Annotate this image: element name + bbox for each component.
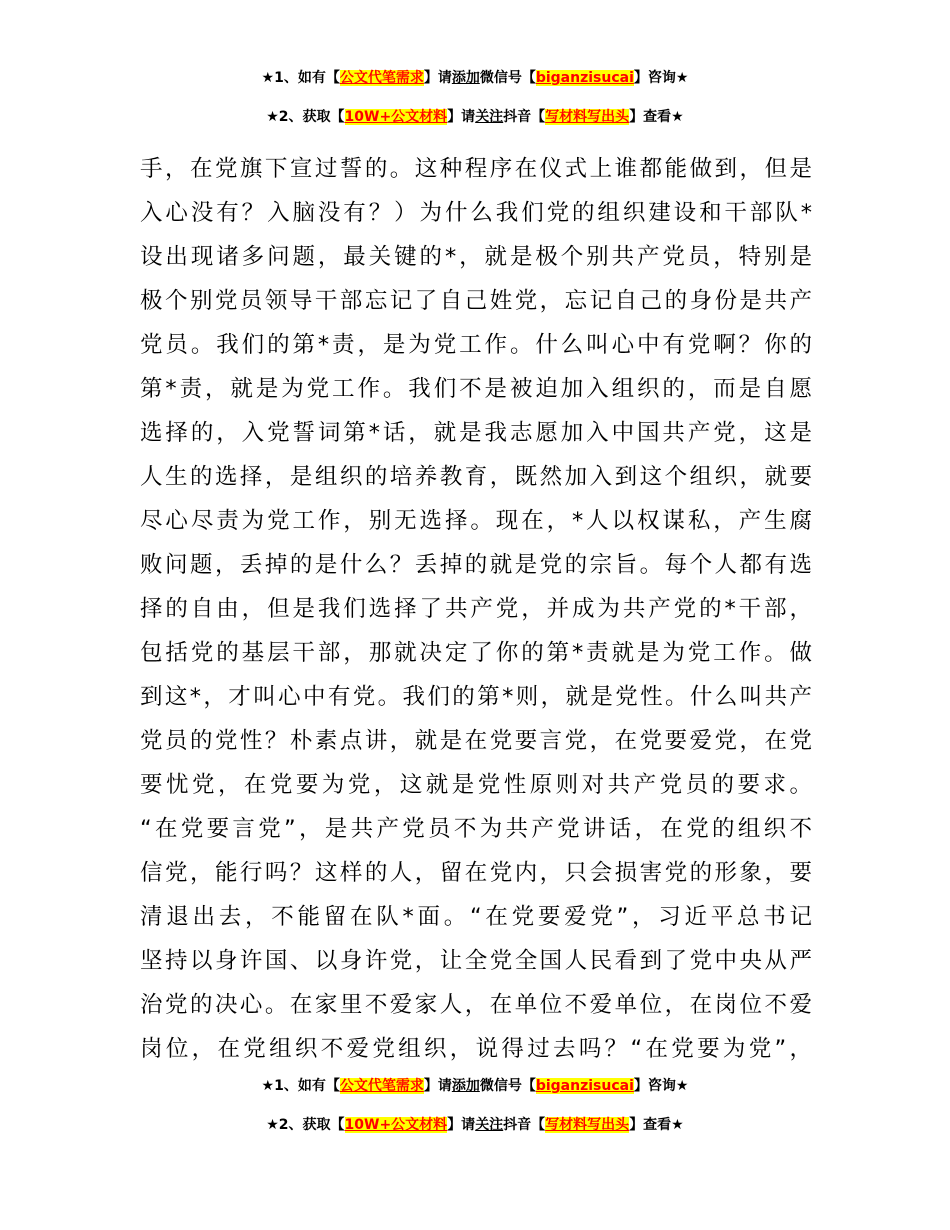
body-line: 党员的党性？朴素点讲，就是在党要言党，在党要爱党，在党 xyxy=(140,728,812,754)
banner-highlight: 10W+公文材料 xyxy=(344,109,448,125)
banner-text: 】请 xyxy=(447,1117,476,1133)
banner-text: 微信号【 xyxy=(479,70,536,86)
banner-text: 】查看★ xyxy=(629,1117,684,1133)
banner-highlight-douyin-id: 写材料写出头 xyxy=(545,1117,630,1133)
banner-text: 】请 xyxy=(423,1078,452,1094)
body-line: 岗位，在党组织不爱党组织，说得过去吗？“在党要为党”， xyxy=(140,1036,812,1062)
footer-banner-line-2 xyxy=(0,1115,950,1135)
footer-banner-line-1 xyxy=(0,1076,950,1096)
body-line: 治党的决心。在家里不爱家人，在单位不爱单位，在岗位不爱 xyxy=(140,992,812,1018)
banner-highlight-douyin-id: 写材料写出头 xyxy=(545,109,630,125)
banner-highlight: 公文代笔需求 xyxy=(339,1078,424,1094)
body-line: 手，在党旗下宣过誓的。这种程序在仪式上谁都能做到，但是 xyxy=(140,156,812,182)
banner-highlight-wechat-id: biganzisucai xyxy=(535,70,634,86)
document-body xyxy=(140,147,812,1071)
banner-highlight-wechat-id: biganzisucai xyxy=(535,1078,634,1094)
body-line: 人生的选择，是组织的培养教育，既然加入到这个组织，就要 xyxy=(140,464,812,490)
header-banner-line-2 xyxy=(0,107,950,127)
banner-text: 抖音【 xyxy=(503,109,546,125)
body-line: 坚持以身许国、以身许党，让全党全国人民看到了党中央从严 xyxy=(140,948,812,974)
body-line: 极个别党员领导干部忘记了自己姓党，忘记自己的身份是共产 xyxy=(140,288,812,314)
body-line: 败问题，丢掉的是什么？丢掉的就是党的宗旨。每个人都有选 xyxy=(140,552,812,578)
body-line: 尽心尽责为党工作，别无选择。现在，*人以权谋私，产生腐 xyxy=(140,508,812,534)
banner-highlight: 公文代笔需求 xyxy=(339,70,424,86)
banner-text: ★1、如有【 xyxy=(261,70,340,86)
body-line: 清退出去，不能留在队*面。“在党要爱党”，习近平总书记 xyxy=(140,904,812,930)
banner-text: 】查看★ xyxy=(629,109,684,125)
body-line: 信党，能行吗？这样的人，留在党内，只会损害党的形象，要 xyxy=(140,860,812,886)
body-line: 设出现诸多问题，最关键的*，就是极个别共产党员，特别是 xyxy=(140,244,812,270)
body-line: “在党要言党”，是共产党员不为共产党讲话，在党的组织不 xyxy=(140,816,812,842)
banner-emphasis: 添加 xyxy=(451,1078,480,1094)
banner-text: 】咨询★ xyxy=(633,1078,689,1094)
banner-highlight: 10W+公文材料 xyxy=(344,1117,448,1133)
body-line: 要忧党，在党要为党，这就是党性原则对共产党员的要求。 xyxy=(140,772,812,798)
banner-text: 】请 xyxy=(447,109,476,125)
banner-text: ★2、获取【 xyxy=(266,109,345,125)
body-line: 到这*，才叫心中有党。我们的第*则，就是党性。什么叫共产 xyxy=(140,684,812,710)
body-line: 包括党的基层干部，那就决定了你的第*责就是为党工作。做 xyxy=(140,640,812,666)
banner-emphasis: 关注 xyxy=(475,109,504,125)
banner-text: 微信号【 xyxy=(479,1078,536,1094)
body-line: 入心没有？入脑没有？）为什么我们党的组织建设和干部队* xyxy=(140,200,812,226)
body-line: 选择的，入党誓词第*话，就是我志愿加入中国共产党，这是 xyxy=(140,420,812,446)
banner-text: 抖音【 xyxy=(503,1117,546,1133)
banner-text: 】咨询★ xyxy=(633,70,689,86)
banner-text: ★1、如有【 xyxy=(261,1078,340,1094)
body-line: 第*责，就是为党工作。我们不是被迫加入组织的，而是自愿 xyxy=(140,376,812,402)
banner-text: 】请 xyxy=(423,70,452,86)
banner-text: ★2、获取【 xyxy=(266,1117,345,1133)
body-line: 择的自由，但是我们选择了共产党，并成为共产党的*干部， xyxy=(140,596,812,622)
banner-emphasis: 关注 xyxy=(475,1117,504,1133)
body-line: 党员。我们的第*责，是为党工作。什么叫心中有党啊？你的 xyxy=(140,332,812,358)
header-banner-line-1 xyxy=(0,68,950,88)
banner-emphasis: 添加 xyxy=(451,70,480,86)
